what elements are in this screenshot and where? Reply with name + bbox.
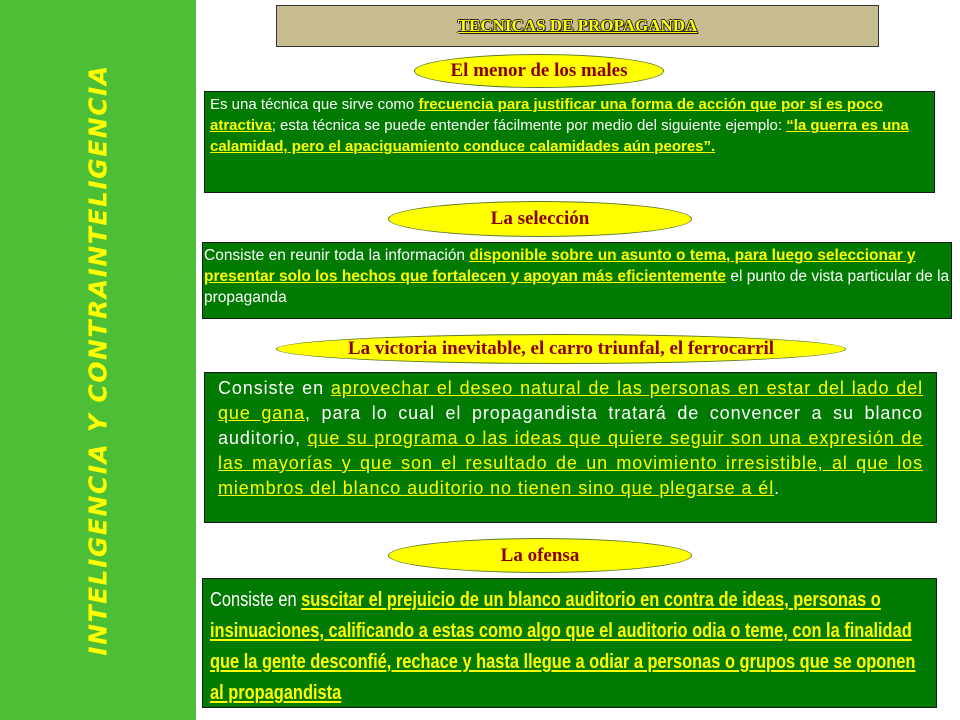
section-heading-victoria-inevitable: La victoria inevitable, el carro triunfal, el ferrocarril	[276, 334, 846, 364]
section-box-seleccion	[202, 242, 952, 319]
section-heading-ofensa: La ofensa	[388, 538, 692, 573]
sidebar	[0, 0, 196, 720]
section-text	[204, 245, 950, 308]
section-heading-seleccion: La selección	[388, 201, 692, 237]
highlighted-text: aprovechar el deseo natural de las personas en estar del lado del que gana	[218, 378, 923, 423]
plain-text: Consiste en	[210, 588, 302, 611]
highlighted-text: “la guerra es una calamidad, pero el apaciguamiento conduce calamidades aún peores”.	[210, 117, 909, 155]
section-heading-menor-males: El menor de los males	[414, 54, 664, 88]
plain-text: el punto de vista particular de la propaganda	[204, 268, 950, 306]
plain-text: Es una técnica que sirve como	[210, 96, 419, 113]
section-box-ofensa	[202, 578, 937, 708]
highlighted-text: frecuencia para justificar una forma de acción que por sí es poco atractiva	[210, 96, 883, 134]
highlighted-text: disponible sobre un asunto o tema, para luego seleccionar y presentar solo los hechos que fortalecen y apoyan más eficientemente	[204, 247, 916, 285]
plain-text: Consiste en reunir toda la información	[204, 247, 470, 264]
highlighted-text: suscitar el prejuicio de un blanco auditorio en contra de ideas, personas o insinuaciones, calificando a estas como algo que el auditorio odia o teme, con la finalidad que la gente desconfié, rechace y hasta llegue a odiar a personas o grupos que se oponen al propagandista	[210, 588, 916, 704]
section-text	[210, 584, 930, 708]
page-title-box	[276, 5, 879, 47]
plain-text: Consiste en	[218, 378, 331, 398]
highlighted-text: que su programa o las ideas que quiere seguir son una expresión de las mayorías y que son el resultado de un movimiento irresistible, al que los miembros del blanco auditorio no tienen sino que plegarse a él	[218, 428, 923, 498]
sidebar-vertical-title: INTELIGENCIA Y CONTRAINTELIGENCIA	[83, 64, 113, 656]
plain-text: , para lo cual el propagandista tratará de convencer a su blanco auditorio,	[218, 403, 923, 448]
section-box-menor-males	[204, 91, 935, 193]
section-text	[218, 376, 923, 501]
section-text	[210, 94, 929, 157]
page-title: TECNICAS DE PROPAGANDA	[457, 16, 698, 35]
plain-text: .	[774, 478, 781, 498]
plain-text: ; esta técnica se puede entender fácilmente por medio del siguiente ejemplo:	[271, 117, 787, 134]
section-box-victoria-inevitable	[204, 372, 937, 523]
